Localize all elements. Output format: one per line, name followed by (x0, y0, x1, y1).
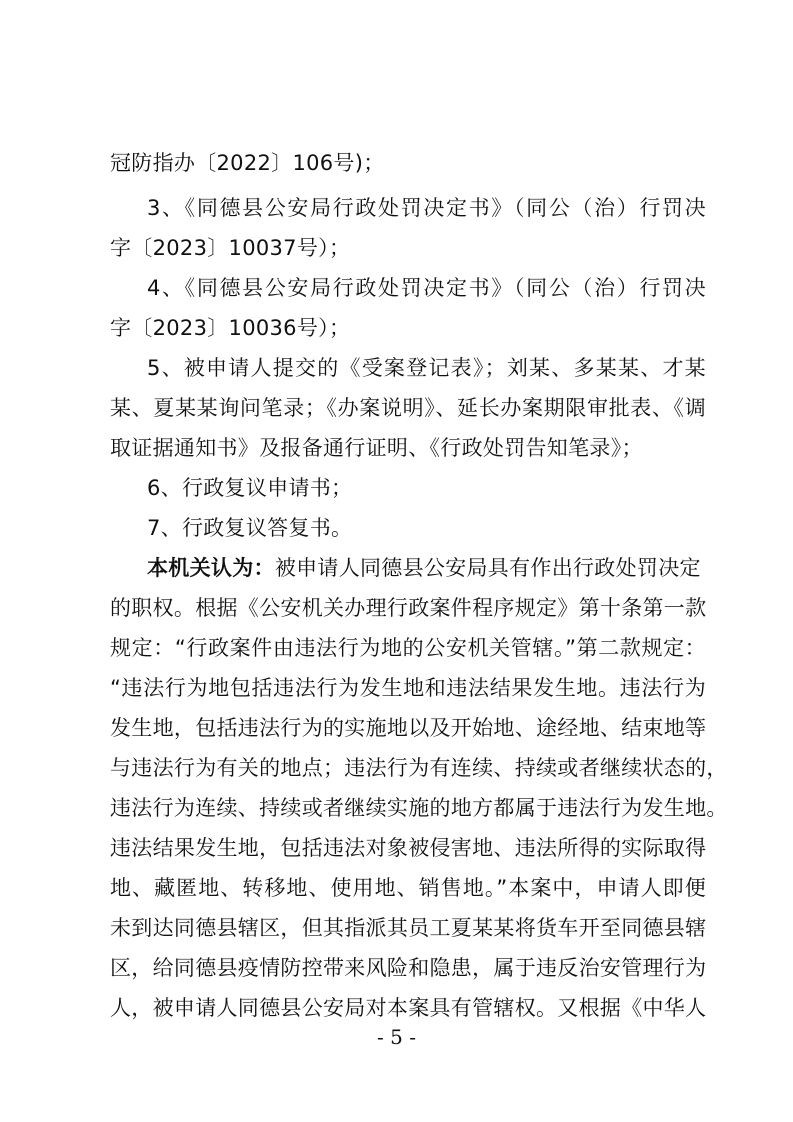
text-line: 5、被申请人提交的《受案登记表》；刘某、多某某、才某 (147, 356, 706, 380)
text-line: 3、《同德县公安局行政处罚决定书》（同公（治）行罚决 (147, 196, 706, 220)
text-line: 字〔2023〕10037号）； (110, 236, 351, 260)
text-line: 违法行为连续、持续或者继续实施的地方都属于违法行为发生地。 (110, 796, 728, 820)
text-line: 违法结果发生地，包括违法对象被侵害地、违法所得的实际取得 (110, 836, 707, 860)
page-number: - 5 - (377, 1025, 416, 1049)
text-line: 区，给同德县疫情防控带来风险和隐患，属于违反治安管理行为 (110, 956, 707, 980)
text-line: 与违法行为有关的地点；违法行为有连续、持续或者继续状态的， (110, 756, 728, 780)
text-line: 字〔2023〕10036号）； (110, 316, 351, 340)
text-line: 取证据通知书》及报备通行证明、《行政处罚告知笔录》； (110, 436, 643, 460)
text-line: 的职权。根据《公安机关办理行政案件程序规定》第十条第一款 (110, 596, 707, 620)
text-line: 4、《同德县公安局行政处罚决定书》（同公（治）行罚决 (147, 276, 706, 300)
text-line: 6、行政复议申请书； (147, 476, 353, 500)
text-line: “违法行为地包括违法行为发生地和违法结果发生地。违法行为 (110, 676, 706, 700)
text-line: 发生地，包括违法行为的实施地以及开始地、途经地、结束地等 (110, 716, 707, 740)
text-line: 人，被申请人同德县公安局对本案具有管辖权。又根据《中华人 (110, 996, 707, 1020)
opinion-first-line (147, 553, 706, 583)
text-line: 某、夏某某询问笔录；《办案说明》、延长办案期限审批表、《调 (110, 396, 706, 420)
text-line: 规定：“行政案件由违法行为地的公安机关管辖。”第二款规定： (110, 636, 706, 660)
text-line: 冠防指办〔2022〕106号)； (110, 151, 385, 175)
text-line: 地、藏匿地、转移地、使用地、销售地。”本案中，申请人即便 (110, 876, 706, 900)
opinion-heading: 本机关认为： (147, 556, 275, 580)
text-line: 7、行政复议答复书。 (147, 516, 353, 540)
text-line: 未到达同德县辖区，但其指派其员工夏某某将货车开至同德县辖 (110, 916, 707, 940)
text-line: 被申请人同德县公安局具有作出行政处罚决定 (274, 556, 701, 580)
